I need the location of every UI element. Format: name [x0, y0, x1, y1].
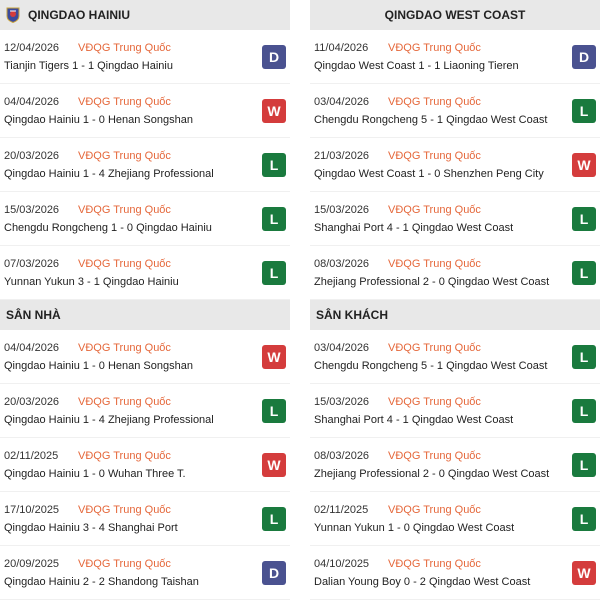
match-date: 21/03/2026 [314, 150, 370, 162]
match-score: Qingdao Hainiu 1 - 4 Zhejiang Professional [4, 168, 214, 180]
match-score: Qingdao Hainiu 1 - 0 Henan Songshan [4, 360, 193, 372]
match-date: 08/03/2026 [314, 258, 370, 270]
match-date: 03/04/2026 [314, 96, 370, 108]
league-link[interactable]: VĐQG Trung Quốc [388, 450, 481, 462]
match-date: 20/03/2026 [4, 396, 60, 408]
league-link[interactable]: VĐQG Trung Quốc [388, 96, 481, 108]
league-link[interactable]: VĐQG Trung Quốc [78, 504, 171, 516]
match-date: 04/04/2026 [4, 342, 60, 354]
match-row[interactable] [310, 246, 600, 300]
league-link[interactable]: VĐQG Trung Quốc [388, 558, 481, 570]
match-score: Yunnan Yukun 3 - 1 Qingdao Hainiu [4, 276, 179, 288]
match-score: Zhejiang Professional 2 - 0 Qingdao West Coast [314, 276, 550, 288]
match-date: 11/04/2026 [314, 42, 369, 54]
result-badge: L [262, 207, 286, 231]
match-date: 04/04/2026 [4, 96, 60, 108]
match-score: Qingdao Hainiu 1 - 0 Henan Songshan [4, 114, 193, 126]
result-badge: D [262, 561, 286, 585]
match-date: 02/11/2025 [314, 504, 369, 516]
result-badge: L [572, 453, 596, 477]
result-badge: L [262, 399, 286, 423]
match-row[interactable] [0, 384, 290, 438]
league-link[interactable]: VĐQG Trung Quốc [388, 150, 481, 162]
match-score: Qingdao West Coast 1 - 1 Liaoning Tieren [314, 60, 519, 72]
match-date: 03/04/2026 [314, 342, 370, 354]
match-date: 15/03/2026 [314, 204, 370, 216]
match-row[interactable] [0, 246, 290, 300]
result-badge: L [572, 207, 596, 231]
away-team-name: QINGDAO WEST COAST [384, 8, 526, 22]
match-score: Zhejiang Professional 2 - 0 Qingdao West Coast [314, 468, 550, 480]
match-row[interactable] [0, 330, 290, 384]
home-team-header [0, 0, 290, 30]
result-badge: W [262, 345, 286, 369]
match-row[interactable] [310, 84, 600, 138]
result-badge: W [572, 561, 596, 585]
match-score: Dalian Young Boy 0 - 2 Qingdao West Coast [314, 576, 531, 588]
match-date: 07/03/2026 [4, 258, 60, 270]
club-crest-icon [6, 7, 20, 23]
away-matches-header [310, 300, 600, 330]
league-link[interactable]: VĐQG Trung Quốc [78, 558, 171, 570]
match-date: 04/10/2025 [314, 558, 370, 570]
league-link[interactable]: VĐQG Trung Quốc [388, 504, 481, 516]
match-row[interactable] [310, 30, 600, 84]
result-badge: D [262, 45, 286, 69]
match-row[interactable] [310, 330, 600, 384]
match-date: 15/03/2026 [314, 396, 370, 408]
league-link[interactable]: VĐQG Trung Quốc [78, 204, 171, 216]
league-link[interactable]: VĐQG Trung Quốc [78, 258, 171, 270]
match-date: 08/03/2026 [314, 450, 370, 462]
away-matches-list [310, 330, 600, 600]
match-score: Shanghai Port 4 - 1 Qingdao West Coast [314, 414, 514, 426]
league-link[interactable]: VĐQG Trung Quốc [388, 258, 481, 270]
away-matches-title: SÂN KHÁCH [316, 308, 388, 322]
result-badge: W [262, 99, 286, 123]
match-row[interactable] [0, 546, 290, 600]
match-score: Qingdao Hainiu 3 - 4 Shanghai Port [4, 522, 178, 534]
match-date: 17/10/2025 [4, 504, 60, 516]
home-matches-title: SÂN NHÀ [6, 308, 61, 322]
match-date: 20/09/2025 [4, 558, 60, 570]
home-team-name: QINGDAO HAINIU [28, 8, 130, 22]
away-team-column [310, 0, 600, 600]
match-score: Yunnan Yukun 1 - 0 Qingdao West Coast [314, 522, 515, 534]
match-row[interactable] [0, 492, 290, 546]
home-matches-list [0, 330, 290, 600]
match-score: Chengdu Rongcheng 5 - 1 Qingdao West Coast [314, 114, 548, 126]
match-row[interactable] [0, 192, 290, 246]
away-team-header [310, 0, 600, 30]
result-badge: L [572, 345, 596, 369]
match-score: Chengdu Rongcheng 1 - 0 Qingdao Hainiu [4, 222, 212, 234]
match-date: 02/11/2025 [4, 450, 59, 462]
league-link[interactable]: VĐQG Trung Quốc [78, 342, 171, 354]
league-link[interactable]: VĐQG Trung Quốc [78, 450, 171, 462]
match-date: 15/03/2026 [4, 204, 60, 216]
home-matches-header [0, 300, 290, 330]
match-score: Qingdao West Coast 1 - 0 Shenzhen Peng City [314, 168, 544, 180]
result-badge: W [572, 153, 596, 177]
match-row[interactable] [310, 546, 600, 600]
result-badge: L [262, 507, 286, 531]
result-badge: D [572, 45, 596, 69]
league-link[interactable]: VĐQG Trung Quốc [388, 396, 481, 408]
match-row[interactable] [310, 138, 600, 192]
result-badge: L [572, 99, 596, 123]
match-row[interactable] [0, 138, 290, 192]
match-date: 12/04/2026 [4, 42, 60, 54]
league-link[interactable]: VĐQG Trung Quốc [388, 204, 481, 216]
match-score: Qingdao Hainiu 2 - 2 Shandong Taishan [4, 576, 199, 588]
result-badge: L [572, 507, 596, 531]
match-row[interactable] [310, 192, 600, 246]
away-team-recent-list [310, 30, 600, 300]
match-score: Shanghai Port 4 - 1 Qingdao West Coast [314, 222, 514, 234]
league-link[interactable]: VĐQG Trung Quốc [388, 342, 481, 354]
home-team-recent-list [0, 30, 290, 300]
match-row[interactable] [310, 492, 600, 546]
home-team-column [0, 0, 290, 600]
result-badge: W [262, 453, 286, 477]
match-row[interactable] [310, 438, 600, 492]
match-row[interactable] [0, 84, 290, 138]
result-badge: L [262, 261, 286, 285]
match-date: 20/03/2026 [4, 150, 60, 162]
league-link[interactable]: VĐQG Trung Quốc [78, 150, 171, 162]
league-link[interactable]: VĐQG Trung Quốc [388, 42, 481, 54]
match-score: Chengdu Rongcheng 5 - 1 Qingdao West Coast [314, 360, 548, 372]
match-score: Qingdao Hainiu 1 - 0 Wuhan Three T. [4, 468, 186, 480]
match-score: Tianjin Tigers 1 - 1 Qingdao Hainiu [4, 60, 173, 72]
match-row[interactable] [310, 384, 600, 438]
match-row[interactable] [0, 30, 290, 84]
result-badge: L [262, 153, 286, 177]
result-badge: L [572, 399, 596, 423]
league-link[interactable]: VĐQG Trung Quốc [78, 396, 171, 408]
match-row[interactable] [0, 438, 290, 492]
result-badge: L [572, 261, 596, 285]
match-score: Qingdao Hainiu 1 - 4 Zhejiang Professional [4, 414, 214, 426]
league-link[interactable]: VĐQG Trung Quốc [78, 96, 171, 108]
league-link[interactable]: VĐQG Trung Quốc [78, 42, 171, 54]
